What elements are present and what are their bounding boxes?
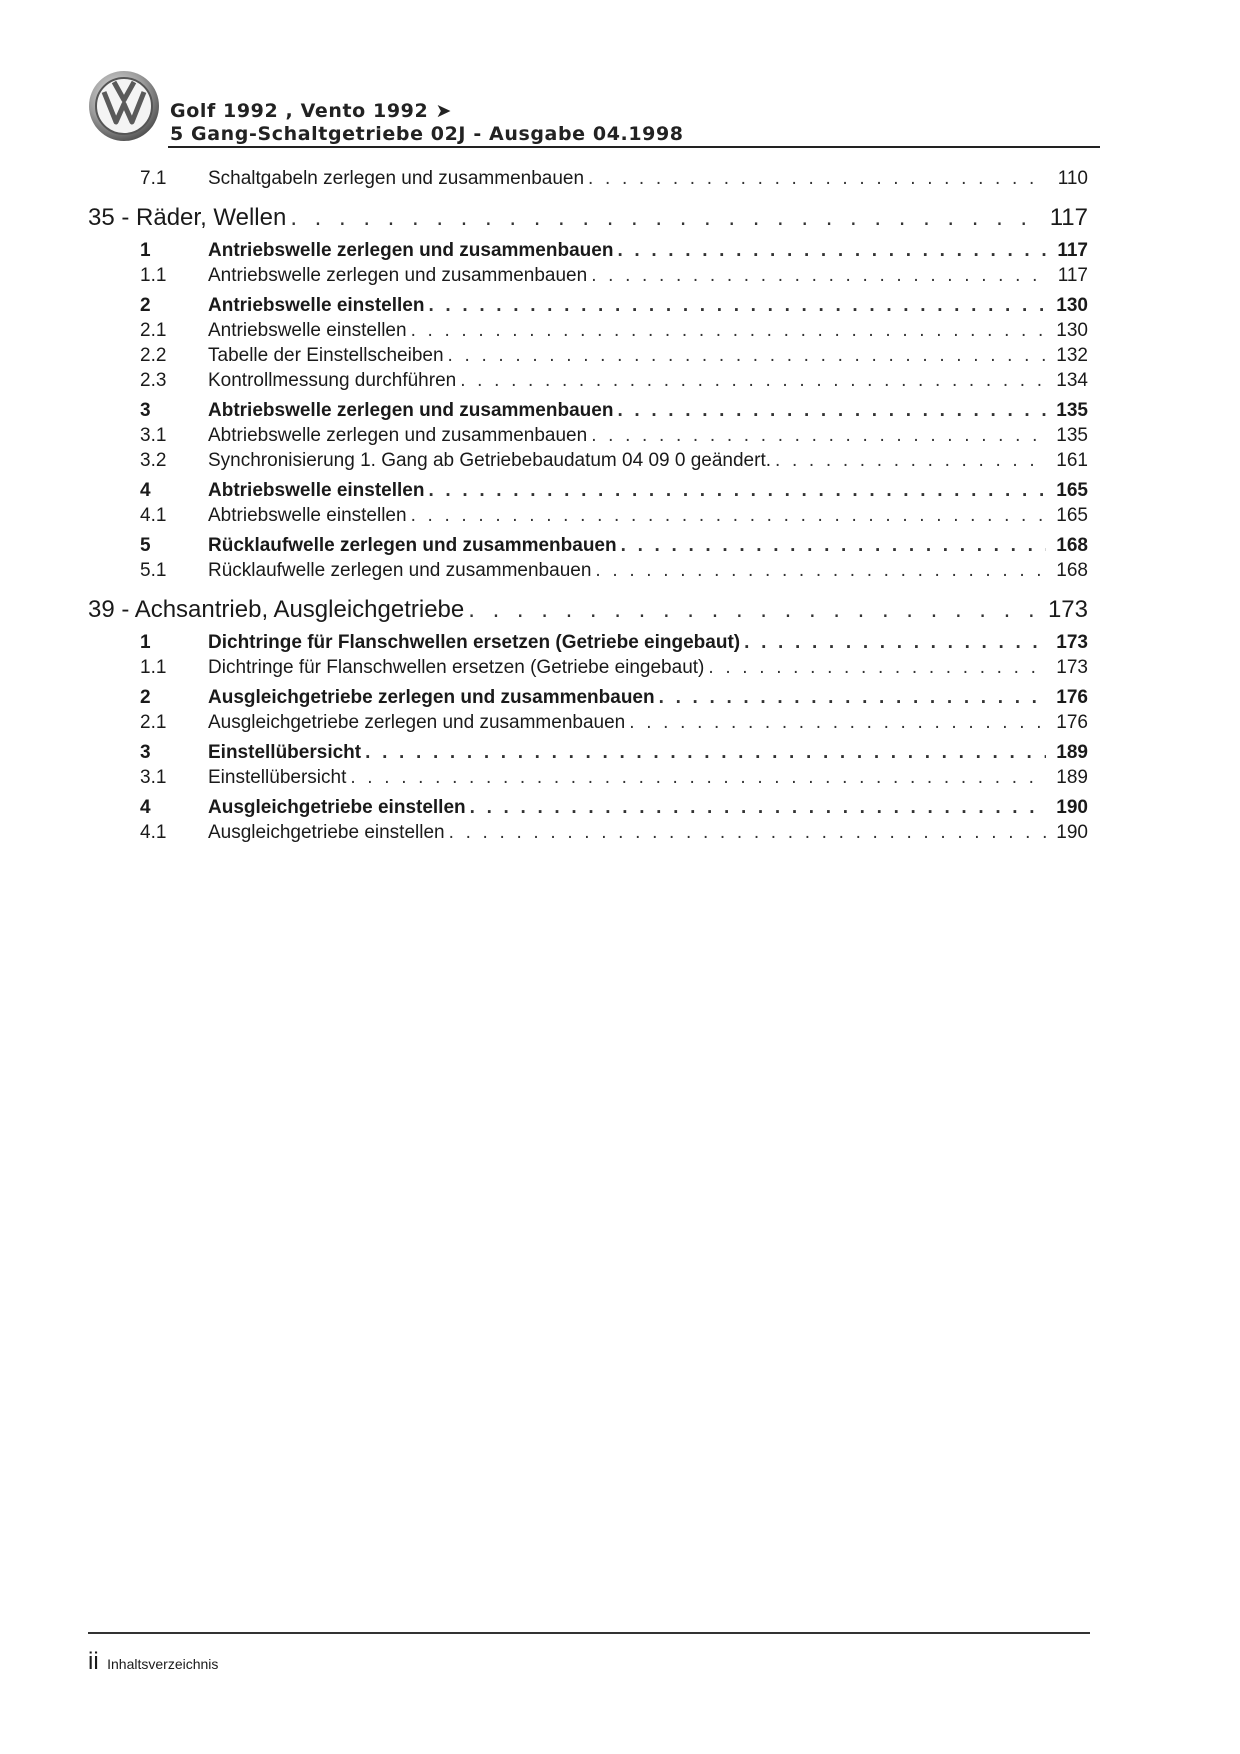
toc-leader-dots bbox=[617, 533, 1046, 558]
toc-entry-number: 1.1 bbox=[140, 657, 167, 678]
toc-entry-number: 2.1 bbox=[140, 320, 167, 341]
toc-leader-dots bbox=[286, 203, 1036, 233]
toc-entry-page: 189 bbox=[1056, 767, 1088, 788]
toc-entry-number: 2.2 bbox=[140, 345, 167, 366]
footer-divider bbox=[88, 1632, 1090, 1634]
toc-entry-number: 1 bbox=[140, 632, 151, 653]
toc-leader-dots bbox=[407, 318, 1046, 343]
toc-entry-title: Einstellübersicht bbox=[208, 742, 362, 763]
toc-entry-page: 190 bbox=[1056, 797, 1088, 818]
toc-entry-title: Antriebswelle zerlegen und zusammenbauen bbox=[208, 265, 588, 286]
toc-leader-dots bbox=[346, 765, 1046, 790]
toc-section-entry[interactable] bbox=[88, 685, 1088, 710]
toc-entry-page: 173 bbox=[1047, 596, 1088, 623]
toc-entry-title: Ausgleichgetriebe zerlegen und zusammenbauen bbox=[208, 712, 626, 733]
toc-entry-page: 132 bbox=[1056, 345, 1088, 366]
header-title bbox=[170, 100, 684, 146]
toc-entry-number: 4.1 bbox=[140, 505, 167, 526]
toc-leader-dots bbox=[424, 293, 1046, 318]
toc-section-entry[interactable] bbox=[88, 630, 1088, 655]
toc-entry-title: Abtriebswelle einstellen bbox=[208, 480, 425, 501]
toc-leader-dots bbox=[445, 820, 1046, 845]
toc-entry-number: 1 bbox=[140, 240, 151, 261]
toc-entry-title: Tabelle der Einstellscheiben bbox=[208, 345, 444, 366]
toc-leader-dots bbox=[704, 655, 1046, 680]
vw-logo-icon bbox=[88, 70, 160, 142]
toc-leader-dots bbox=[587, 423, 1046, 448]
toc-entry-page: 176 bbox=[1056, 687, 1088, 708]
toc-section-entry[interactable] bbox=[88, 398, 1088, 423]
table-of-contents bbox=[88, 166, 1088, 845]
toc-entry-number: 5 bbox=[140, 535, 151, 556]
toc-subsection-entry[interactable] bbox=[88, 423, 1088, 448]
toc-entry-page: 168 bbox=[1056, 535, 1088, 556]
toc-entry-page: 190 bbox=[1056, 822, 1088, 843]
toc-section-entry[interactable] bbox=[88, 795, 1088, 820]
toc-leader-dots bbox=[466, 795, 1046, 820]
toc-subsection-entry[interactable] bbox=[88, 318, 1088, 343]
toc-leader-dots bbox=[655, 685, 1046, 710]
toc-leader-dots bbox=[464, 595, 1036, 625]
toc-entry-page: 165 bbox=[1056, 480, 1088, 501]
toc-entry-page: 130 bbox=[1056, 295, 1088, 316]
toc-subsection-entry[interactable] bbox=[88, 343, 1088, 368]
toc-entry-page: 168 bbox=[1056, 560, 1088, 581]
toc-entry-page: 130 bbox=[1056, 320, 1088, 341]
toc-leader-dots bbox=[456, 368, 1046, 393]
page-number: ii bbox=[88, 1648, 99, 1675]
toc-leader-dots bbox=[361, 740, 1046, 765]
toc-entry-title: Abtriebswelle zerlegen und zusammenbauen bbox=[208, 400, 614, 421]
toc-entry-number: 4 bbox=[140, 480, 151, 501]
toc-section-entry[interactable] bbox=[88, 740, 1088, 765]
toc-entry-title: Rücklaufwelle zerlegen und zusammenbauen bbox=[208, 535, 617, 556]
toc-entry-number: 3.2 bbox=[140, 450, 167, 471]
toc-section-entry[interactable] bbox=[88, 533, 1088, 558]
toc-entry-title: Abtriebswelle zerlegen und zusammenbauen bbox=[208, 425, 588, 446]
toc-leader-dots bbox=[613, 398, 1046, 423]
toc-subsection-entry[interactable] bbox=[88, 448, 1088, 473]
toc-subsection-entry[interactable] bbox=[88, 558, 1088, 583]
toc-entry-title: 39 - Achsantrieb, Ausgleichgetriebe bbox=[88, 596, 465, 623]
toc-subsection-entry[interactable] bbox=[88, 710, 1088, 735]
toc-entry-page: 117 bbox=[1049, 204, 1088, 231]
toc-leader-dots bbox=[407, 503, 1046, 528]
toc-entry-title: Rücklaufwelle zerlegen und zusammenbauen bbox=[208, 560, 592, 581]
toc-entry-number: 5.1 bbox=[140, 560, 167, 581]
toc-entry-title: Dichtringe für Flanschwellen ersetzen (Getriebe eingebaut) bbox=[208, 657, 705, 678]
toc-entry-page: 161 bbox=[1056, 450, 1088, 471]
toc-entry-number: 2.3 bbox=[140, 370, 167, 391]
toc-section-entry[interactable] bbox=[88, 238, 1088, 263]
toc-subsection-entry[interactable] bbox=[88, 820, 1088, 845]
toc-leader-dots bbox=[584, 166, 1046, 191]
toc-entry-title: Dichtringe für Flanschwellen ersetzen (Getriebe eingebaut) bbox=[208, 632, 741, 653]
footer-label: Inhaltsverzeichnis bbox=[107, 1656, 219, 1672]
header-line-1: Golf 1992 , Vento 1992 ➤ bbox=[170, 100, 453, 122]
toc-leader-dots bbox=[625, 710, 1046, 735]
toc-subsection-entry[interactable] bbox=[88, 765, 1088, 790]
toc-leader-dots bbox=[444, 343, 1046, 368]
toc-entry-title: Einstellübersicht bbox=[208, 767, 347, 788]
toc-entry-page: 135 bbox=[1056, 425, 1088, 446]
toc-entry-page: 176 bbox=[1056, 712, 1088, 733]
toc-entry-number: 2 bbox=[140, 295, 151, 316]
toc-entry-page: 117 bbox=[1057, 265, 1088, 286]
toc-entry-title: 35 - Räder, Wellen bbox=[88, 204, 287, 231]
toc-leader-dots bbox=[591, 558, 1046, 583]
toc-entry-number: 4.1 bbox=[140, 822, 167, 843]
header-line-2: 5 Gang-Schaltgetriebe 02J - Ausgabe 04.1998 bbox=[170, 123, 684, 145]
toc-entry-page: 135 bbox=[1056, 400, 1088, 421]
toc-leader-dots bbox=[587, 263, 1046, 288]
toc-entry-number: 7.1 bbox=[140, 168, 167, 189]
toc-entry-number: 2 bbox=[140, 687, 151, 708]
toc-leader-dots bbox=[424, 478, 1046, 503]
toc-subsection-entry[interactable] bbox=[88, 503, 1088, 528]
toc-entry-page: 173 bbox=[1056, 657, 1088, 678]
toc-entry-number: 2.1 bbox=[140, 712, 167, 733]
toc-subsection-entry[interactable] bbox=[88, 263, 1088, 288]
toc-entry-number: 3.1 bbox=[140, 425, 167, 446]
toc-entry-title: Schaltgabeln zerlegen und zusammenbauen bbox=[208, 168, 585, 189]
toc-entry-title: Ausgleichgetriebe einstellen bbox=[208, 797, 466, 818]
page-footer bbox=[88, 1648, 218, 1676]
toc-leader-dots bbox=[740, 630, 1046, 655]
toc-entry-page: 173 bbox=[1056, 632, 1088, 653]
toc-entry-number: 3 bbox=[140, 400, 151, 421]
toc-entry-page: 117 bbox=[1057, 240, 1088, 261]
toc-entry-number: 4 bbox=[140, 797, 151, 818]
toc-entry-page: 110 bbox=[1057, 168, 1088, 189]
toc-section-entry[interactable] bbox=[88, 478, 1088, 503]
toc-section-entry[interactable] bbox=[88, 293, 1088, 318]
toc-entry-title: Kontrollmessung durchführen bbox=[208, 370, 457, 391]
toc-entry-page: 165 bbox=[1056, 505, 1088, 526]
toc-entry-title: Ausgleichgetriebe einstellen bbox=[208, 822, 445, 843]
toc-entry-title: Ausgleichgetriebe zerlegen und zusammenbauen bbox=[208, 687, 655, 708]
toc-entry-page: 189 bbox=[1056, 742, 1088, 763]
toc-entry-title: Synchronisierung 1. Gang ab Getriebebaudatum 04 09 0 geändert. bbox=[208, 450, 771, 471]
toc-entry-title: Abtriebswelle einstellen bbox=[208, 505, 407, 526]
toc-entry-page: 134 bbox=[1056, 370, 1088, 391]
toc-chapter-entry[interactable] bbox=[88, 203, 1088, 233]
toc-entry-title: Antriebswelle einstellen bbox=[208, 320, 407, 341]
toc-chapter-entry[interactable] bbox=[88, 595, 1088, 625]
toc-entry-number: 1.1 bbox=[140, 265, 167, 286]
toc-subsection-entry[interactable] bbox=[88, 368, 1088, 393]
toc-entry-title: Antriebswelle zerlegen und zusammenbauen bbox=[208, 240, 614, 261]
toc-entry-title: Antriebswelle einstellen bbox=[208, 295, 425, 316]
toc-subsection-entry[interactable] bbox=[88, 166, 1088, 191]
toc-entry-number: 3 bbox=[140, 742, 151, 763]
header-divider bbox=[168, 146, 1100, 148]
toc-entry-number: 3.1 bbox=[140, 767, 167, 788]
toc-leader-dots bbox=[613, 238, 1046, 263]
page-header bbox=[88, 70, 1100, 150]
toc-subsection-entry[interactable] bbox=[88, 655, 1088, 680]
toc-leader-dots bbox=[771, 448, 1046, 473]
